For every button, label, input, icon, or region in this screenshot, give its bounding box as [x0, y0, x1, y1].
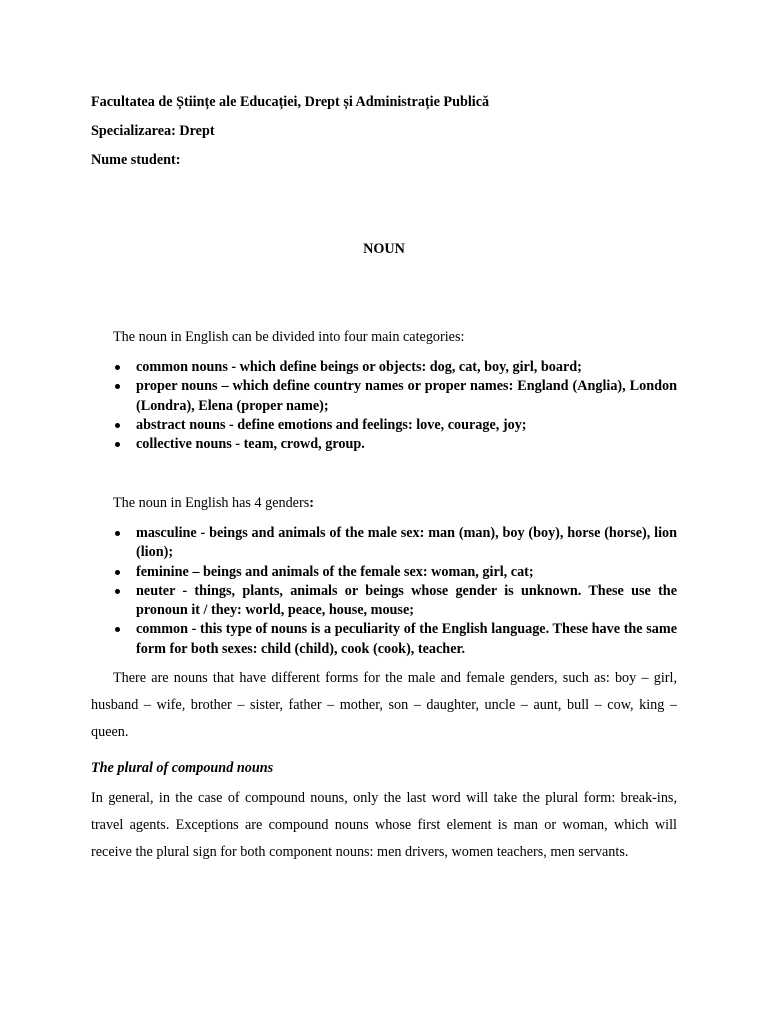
genders-list [136, 524, 677, 659]
categories-list [136, 358, 677, 454]
specialization-line: Specializarea: Drept [91, 123, 215, 139]
page-title: NOUN [363, 241, 405, 257]
list-item: masculine - beings and animals of the male sex: man (man), boy (boy), horse (horse), lion (lion); [136, 524, 677, 563]
genders-intro-text: The noun in English has 4 genders [113, 495, 310, 511]
genders-intro-colon: : [309, 495, 314, 511]
list-item: neuter - things, plants, animals or beings whose gender is unknown. These use the pronoun it / they: world, peace, house, mouse; [136, 582, 677, 621]
faculty-line: Facultatea de Științe ale Educației, Drept și Administrație Publică [91, 94, 490, 110]
genders-intro [113, 495, 314, 512]
categories-intro: The noun in English can be divided into four main categories: [113, 329, 465, 345]
plural-heading: The plural of compound nouns [91, 760, 274, 776]
list-item: common nouns - which define beings or objects: dog, cat, boy, girl, board; [136, 358, 677, 377]
list-item: feminine – beings and animals of the female sex: woman, girl, cat; [136, 563, 677, 582]
list-item: collective nouns - team, crowd, group. [136, 435, 677, 454]
forms-paragraph [91, 665, 677, 746]
student-name-line: Nume student: [91, 152, 181, 168]
forms-paragraph-text: There are nouns that have different forms for the male and female genders, such as: boy – girl, husband – wife, brother – sister, father – mother, son – daughter, uncle – aunt, bull – cow, king – queen. [91, 670, 677, 740]
list-item: common - this type of nouns is a peculiarity of the English language. These have the same form for both sexes: child (child), cook (cook), teacher. [136, 620, 677, 659]
list-item: proper nouns – which define country names or proper names: England (Anglia), London (Londra), Elena (proper name); [136, 377, 677, 416]
list-item: abstract nouns - define emotions and feelings: love, courage, joy; [136, 416, 677, 435]
plural-paragraph: In general, in the case of compound nouns, only the last word will take the plural form: break-ins, travel agents. Exceptions are compound nouns whose first element is man or woman, which will receive the plural sign for both component nouns: men drivers, women teachers, men servants. [91, 790, 677, 860]
